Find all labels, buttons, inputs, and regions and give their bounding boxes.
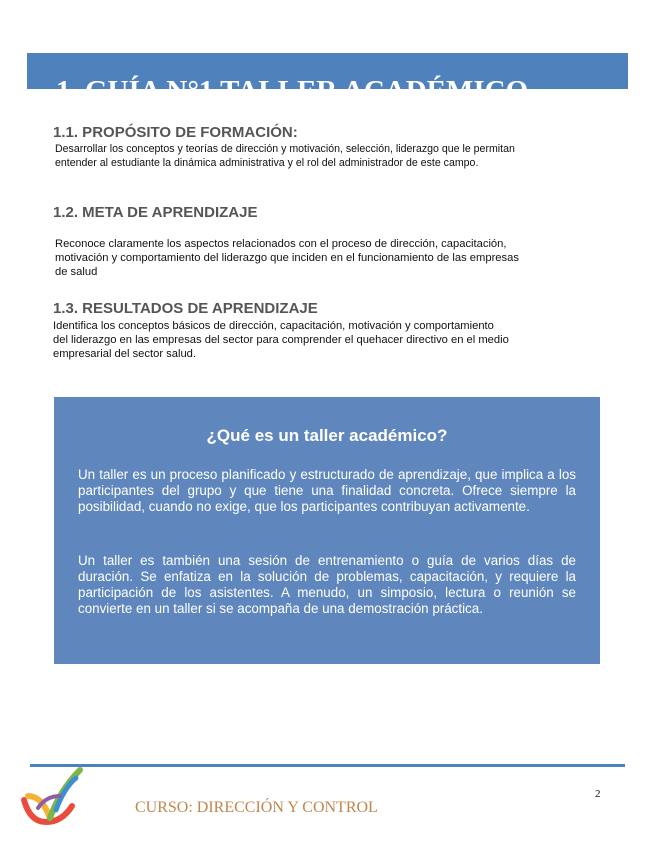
footer-course-name: CURSO: DIRECCIÓN Y CONTROL (135, 799, 378, 816)
text-line: del liderazgo en las empresas del sector para comprender el quehacer directivo en el medio (53, 334, 509, 346)
callout-box (54, 397, 600, 664)
section-heading-goal: 1.2. META DE APRENDIZAJE (53, 204, 258, 221)
text-line: motivación y comportamiento del liderazgo que inciden en el funcionamiento de las empresas (55, 252, 519, 264)
checkmark-logo-icon (16, 766, 86, 828)
text-line: de salud (55, 266, 98, 278)
text-line: Reconoce claramente los aspectos relacionados con el proceso de dirección, capacitación, (55, 238, 507, 250)
text-line: entender al estudiante la dinámica administrativa y el rol del administrador de este campo. (55, 156, 479, 169)
page-number: 2 (595, 788, 601, 800)
callout-title: ¿Qué es un taller académico? (206, 426, 448, 445)
section-text-results (53, 319, 613, 361)
text-line: empresarial del sector salud. (53, 348, 197, 360)
section-heading-results: 1.3. RESULTADOS DE APRENDIZAJE (53, 300, 318, 317)
section-heading-purpose: 1.1. PROPÓSITO DE FORMACIÓN: (53, 124, 298, 141)
callout-paragraph: Un taller es también una sesión de entrenamiento o guía de varios días de duración. Se enfatiza en la solución de problemas, capacitación, y requiere la participación de los asistentes. A menudo, un simposio, lectura o reunión se convierte en un taller si se acompaña de una demostración práctica. (78, 553, 576, 616)
text-line: Desarrollar los conceptos y teorías de dirección y motivación, selección, liderazgo que le permitan (55, 143, 515, 155)
page-title: 1. GUÍA N°1 TALLER ACADÉMICO (56, 75, 529, 108)
section-text-goal (55, 237, 600, 279)
callout-paragraph: Un taller es un proceso planificado y estructurado de aprendizaje, que implica a los participantes del grupo y que tiene una finalidad concreta. Ofrece siempre la posibilidad, cuando no exige, que los participantes contribuyan activamente. (78, 467, 576, 514)
section-text-purpose (55, 143, 595, 170)
text-line: Identifica los conceptos básicos de dirección, capacitación, motivación y comportamiento (53, 320, 494, 332)
footer-rule (30, 764, 625, 767)
